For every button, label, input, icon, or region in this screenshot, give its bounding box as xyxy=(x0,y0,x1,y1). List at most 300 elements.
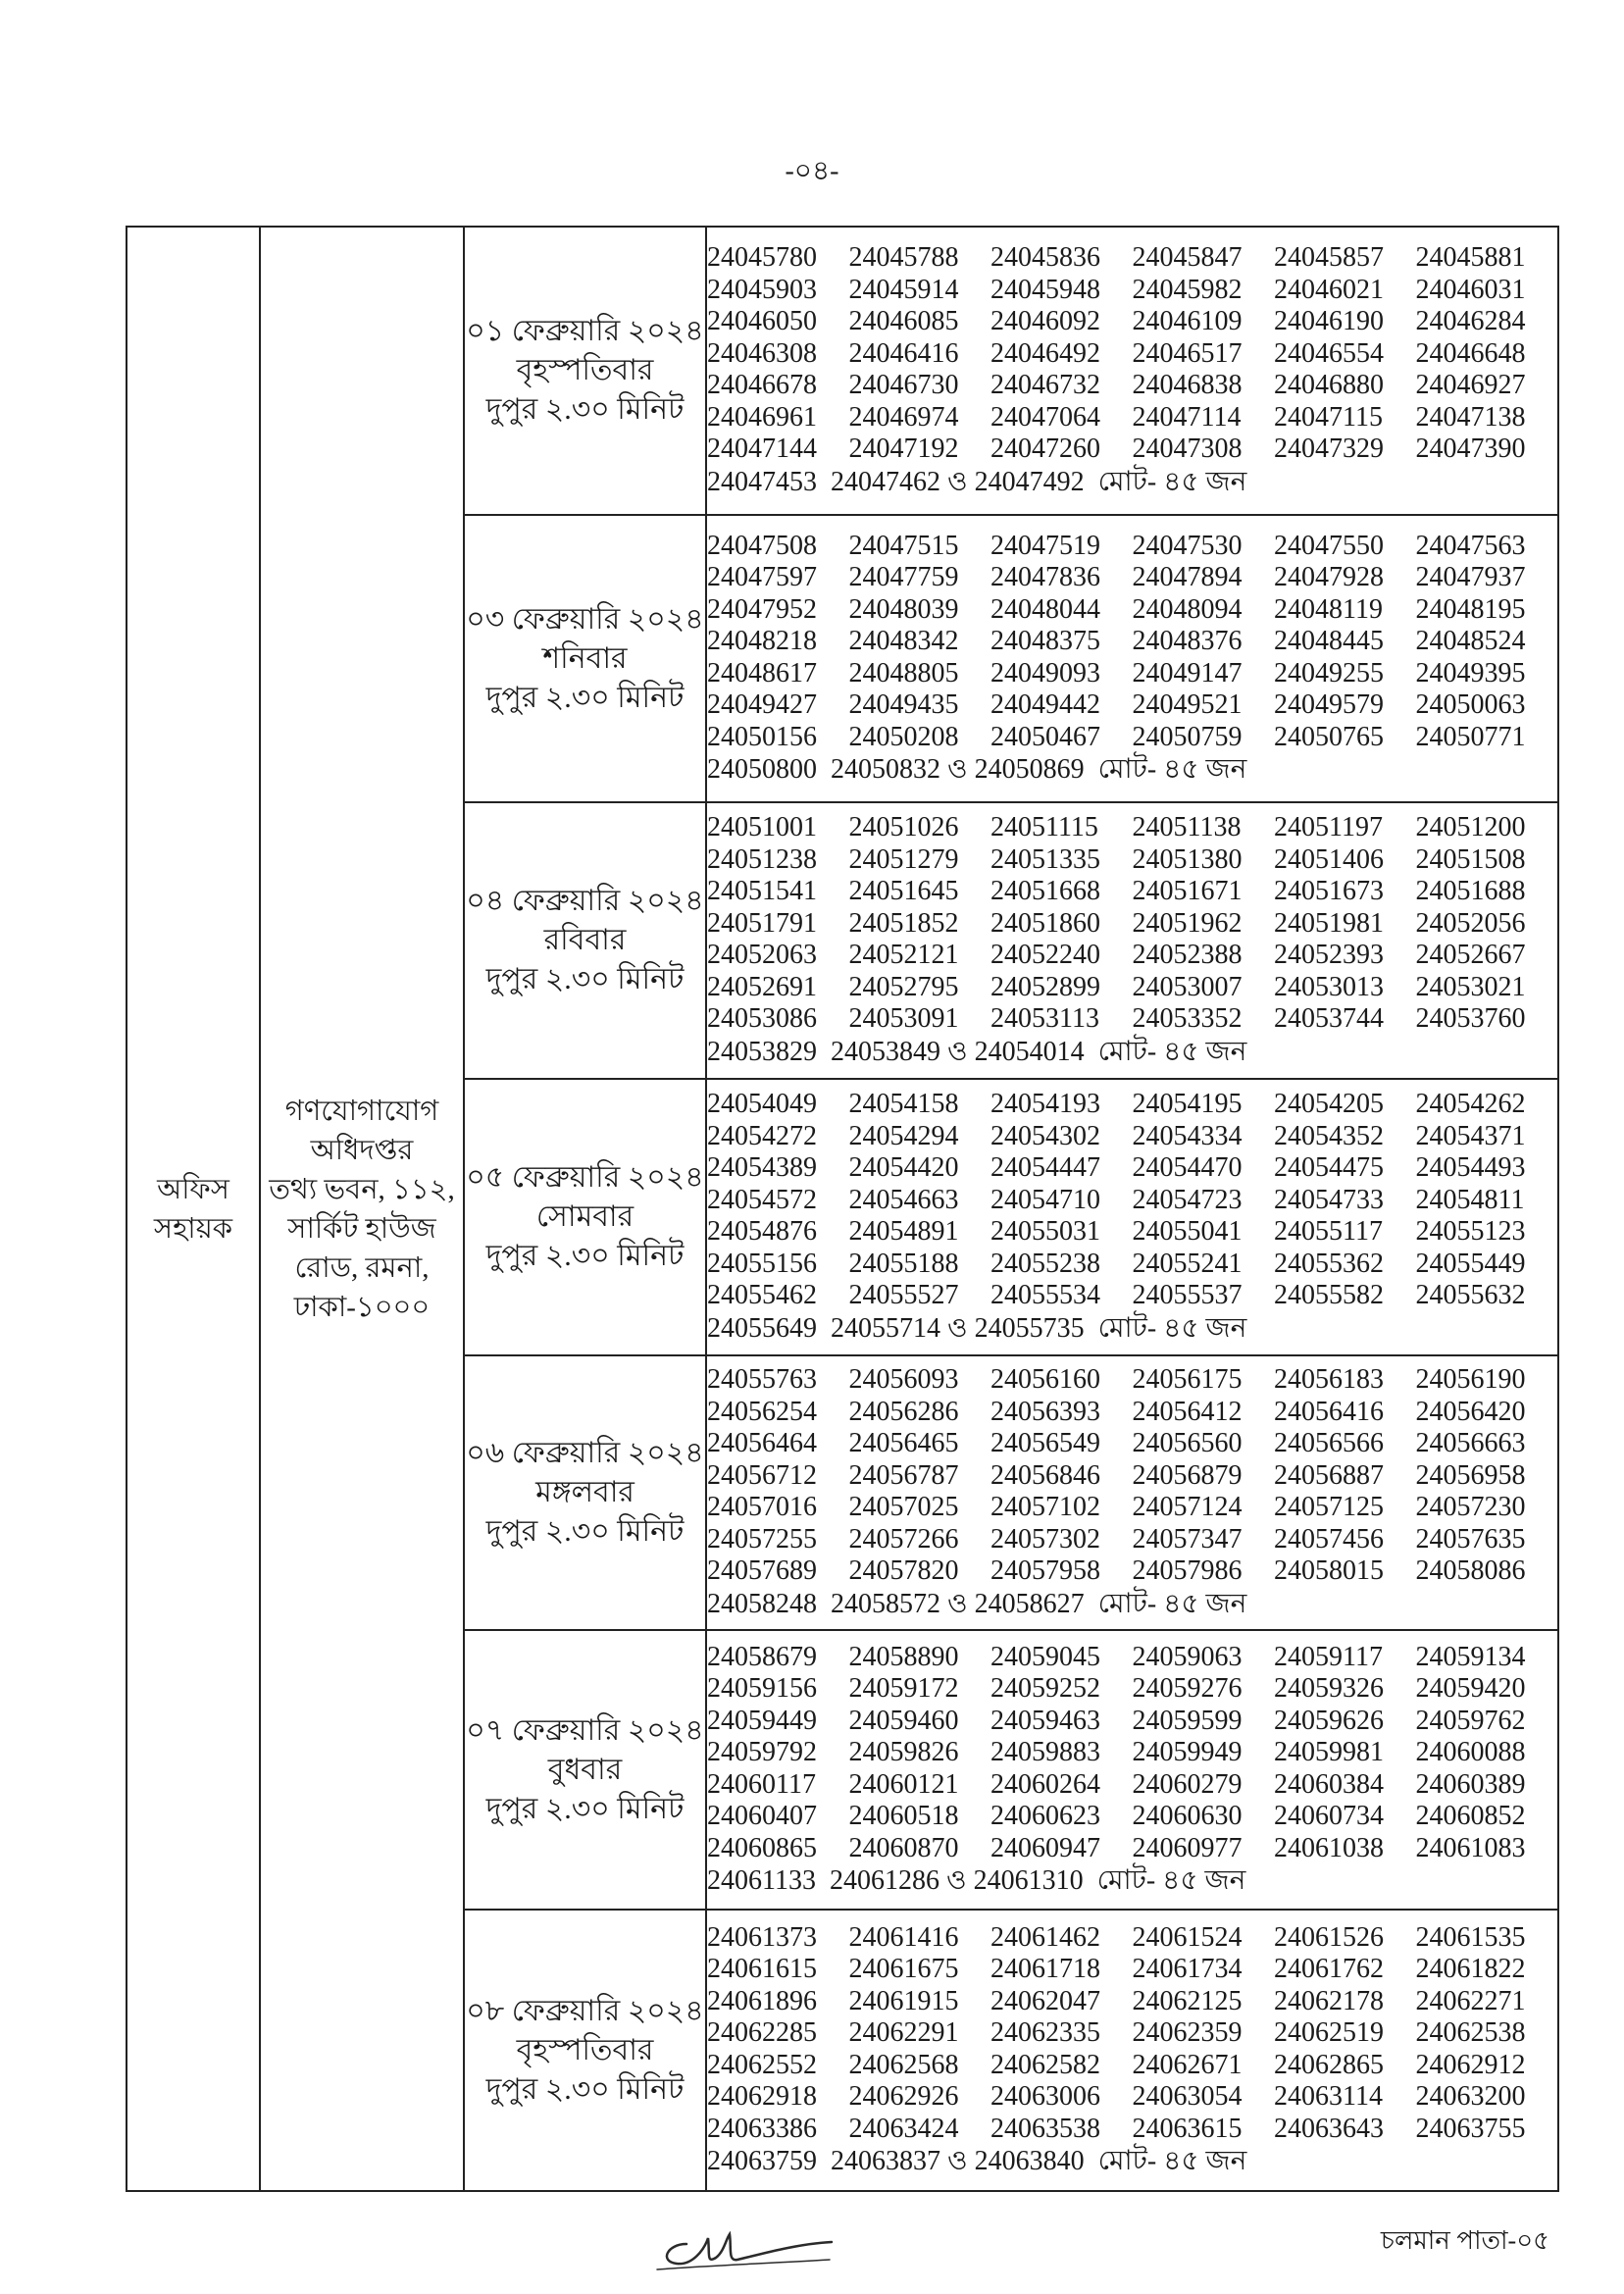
roll-number: 24053021 xyxy=(1415,971,1526,1002)
roll-number: 24055649 xyxy=(707,1312,817,1344)
roll-number: 24047115 xyxy=(1274,401,1383,433)
exam-date-cell xyxy=(464,802,706,1079)
roll-number: 24057230 xyxy=(1415,1492,1526,1523)
roll-number: 24055156 xyxy=(707,1248,817,1279)
venue-line: রোড, রমনা, xyxy=(294,1251,430,1284)
roll-number: 24056286 xyxy=(848,1396,959,1427)
roll-number: 24053091 xyxy=(848,1003,959,1035)
roll-number: 24054891 xyxy=(848,1216,959,1248)
roll-number: 24054663 xyxy=(848,1184,959,1215)
roll-number: 24055362 xyxy=(1274,1248,1384,1279)
roll-number: 24057986 xyxy=(1132,1555,1243,1587)
roll-number: 24060407 xyxy=(707,1801,817,1832)
page-number: -০৪- xyxy=(785,156,839,186)
roll-number: 24054272 xyxy=(707,1120,817,1151)
roll-number: 24047937 xyxy=(1415,562,1526,593)
roll-number: 24057635 xyxy=(1415,1523,1526,1555)
post-name-line: অফিস xyxy=(157,1173,229,1205)
roll-number: 24045948 xyxy=(990,274,1100,305)
roll-number: 24046927 xyxy=(1415,370,1526,401)
roll-number: 24051406 xyxy=(1274,843,1384,875)
venue-line: গণযোগাযোগ xyxy=(284,1095,439,1127)
roll-number: 24048805 xyxy=(848,657,959,688)
roll-number: 24063615 xyxy=(1132,2113,1243,2144)
roll-number: 24053829 xyxy=(707,1036,817,1067)
roll-number: 24061896 xyxy=(707,1985,817,2016)
roll-summary-line xyxy=(707,1312,1557,1346)
roll-number: 24056416 xyxy=(1274,1396,1384,1427)
roll-number: 24061524 xyxy=(1132,1921,1243,1953)
roll-number: 24059599 xyxy=(1132,1705,1243,1736)
signature xyxy=(647,2215,834,2273)
roll-number: 24056465 xyxy=(848,1428,959,1459)
venue-line: অধিদপ্তর xyxy=(310,1134,414,1166)
roll-number: 24056175 xyxy=(1132,1364,1243,1396)
roll-numbers-cell xyxy=(706,1079,1558,1355)
exam-date-line: দুপুর ২.৩০ মিনিট xyxy=(485,1792,685,1825)
roll-number: 24054710 xyxy=(990,1184,1100,1215)
roll-number: 24058086 xyxy=(1415,1555,1526,1587)
roll-number: 24048375 xyxy=(990,626,1100,657)
total-count: মোট- ৪৫ জন xyxy=(1097,1588,1247,1619)
roll-number: 24052063 xyxy=(707,940,817,971)
roll-number: 24056846 xyxy=(990,1459,1100,1491)
roll-number: 24061286 ও 24061310 xyxy=(829,1865,1084,1897)
roll-number: 24063837 ও 24063840 xyxy=(831,2146,1085,2177)
roll-number: 24063424 xyxy=(848,2113,959,2144)
roll-number: 24057266 xyxy=(848,1523,959,1555)
exam-date-line: বৃহস্পতিবার xyxy=(516,354,654,386)
roll-number: 24047519 xyxy=(990,530,1100,561)
roll-number: 24059326 xyxy=(1274,1673,1384,1705)
exam-date-cell xyxy=(464,1910,706,2191)
roll-number: 24052121 xyxy=(848,940,959,971)
exam-date-line: ০৩ ফেব্রুয়ারি ২০২৪ xyxy=(466,602,704,636)
roll-number: 24062568 xyxy=(848,2049,959,2080)
roll-number: 24046021 xyxy=(1274,274,1384,305)
exam-schedule-table xyxy=(126,226,1559,2192)
roll-number: 24056566 xyxy=(1274,1428,1384,1459)
continued-page-note: চলমান পাতা-০৫ xyxy=(1380,2226,1549,2255)
roll-summary-line xyxy=(707,1588,1557,1621)
roll-number: 24049521 xyxy=(1132,689,1243,721)
roll-number: 24049427 xyxy=(707,689,817,721)
exam-date-cell xyxy=(464,1079,706,1355)
roll-grid xyxy=(707,1642,1557,1865)
roll-numbers-cell xyxy=(706,1355,1558,1630)
roll-number: 24046732 xyxy=(990,370,1100,401)
roll-number: 24055241 xyxy=(1132,1248,1243,1279)
roll-number: 24046517 xyxy=(1132,337,1243,369)
roll-number: 24053086 xyxy=(707,1003,817,1035)
roll-number: 24063386 xyxy=(707,2113,817,2144)
roll-number: 24047144 xyxy=(707,433,817,465)
roll-number: 24047138 xyxy=(1415,401,1526,433)
roll-number: 24062918 xyxy=(707,2081,817,2113)
roll-number: 24051026 xyxy=(848,812,959,843)
exam-date-line: দুপুর ২.৩০ মিনিট xyxy=(485,393,685,426)
roll-number: 24060734 xyxy=(1274,1801,1384,1832)
roll-number: 24052240 xyxy=(990,940,1100,971)
roll-number: 24062912 xyxy=(1415,2049,1526,2080)
roll-number: 24057302 xyxy=(990,1523,1100,1555)
roll-number: 24063643 xyxy=(1274,2113,1384,2144)
total-count: মোট- ৪৫ জন xyxy=(1097,466,1247,497)
roll-number: 24056254 xyxy=(707,1396,817,1427)
roll-number: 24047759 xyxy=(848,562,959,593)
roll-number: 24046554 xyxy=(1274,337,1384,369)
roll-number: 24052388 xyxy=(1132,940,1243,971)
roll-number: 24056958 xyxy=(1415,1459,1526,1491)
roll-number: 24046050 xyxy=(707,306,817,337)
exam-date-line: দুপুর ২.৩০ মিনিট xyxy=(485,1515,685,1548)
roll-number: 24056560 xyxy=(1132,1428,1243,1459)
roll-number: 24061734 xyxy=(1132,1954,1243,1985)
roll-number: 24051197 xyxy=(1274,812,1383,843)
roll-number: 24050208 xyxy=(848,721,959,752)
roll-number: 24059792 xyxy=(707,1737,817,1768)
roll-number: 24054302 xyxy=(990,1120,1100,1151)
roll-number: 24056879 xyxy=(1132,1459,1243,1491)
roll-number: 24056160 xyxy=(990,1364,1100,1396)
roll-number: 24062125 xyxy=(1132,1985,1243,2016)
exam-date-line: শনিবার xyxy=(542,641,628,675)
roll-number: 24061526 xyxy=(1274,1921,1384,1953)
roll-number: 24059762 xyxy=(1415,1705,1526,1736)
roll-number: 24050063 xyxy=(1415,689,1526,721)
roll-number: 24055041 xyxy=(1132,1216,1243,1248)
roll-number: 24051541 xyxy=(707,876,817,907)
roll-number: 24063200 xyxy=(1415,2081,1526,2113)
roll-number: 24063538 xyxy=(990,2113,1100,2144)
roll-number: 24061416 xyxy=(848,1921,959,1953)
roll-number: 24060947 xyxy=(990,1832,1100,1863)
roll-number: 24057102 xyxy=(990,1492,1100,1523)
roll-number: 24047836 xyxy=(990,562,1100,593)
roll-number: 24055123 xyxy=(1415,1216,1526,1248)
roll-number: 24059949 xyxy=(1132,1737,1243,1768)
roll-number: 24061675 xyxy=(848,1954,959,1985)
roll-number: 24047390 xyxy=(1415,433,1526,465)
roll-number: 24048094 xyxy=(1132,593,1243,625)
roll-number: 24055117 xyxy=(1274,1216,1383,1248)
roll-number: 24054733 xyxy=(1274,1184,1384,1215)
post-name-line: সহায়ক xyxy=(153,1212,233,1245)
roll-number: 24049147 xyxy=(1132,657,1243,688)
roll-number: 24046678 xyxy=(707,370,817,401)
post-name-cell xyxy=(127,227,260,2191)
venue-line: ঢাকা-১০০০ xyxy=(293,1291,431,1323)
roll-number: 24062285 xyxy=(707,2017,817,2049)
roll-number: 24047114 xyxy=(1132,401,1242,433)
exam-date-line: দুপুর ২.৩০ মিনিট xyxy=(485,1240,685,1272)
exam-date-cell xyxy=(464,1630,706,1910)
roll-number: 24055534 xyxy=(990,1280,1100,1311)
roll-number: 24047515 xyxy=(848,530,959,561)
roll-number: 24047550 xyxy=(1274,530,1384,561)
roll-number: 24063006 xyxy=(990,2081,1100,2113)
roll-number: 24057125 xyxy=(1274,1492,1384,1523)
roll-number: 24055031 xyxy=(990,1216,1100,1248)
roll-number: 24060852 xyxy=(1415,1801,1526,1832)
roll-number: 24055188 xyxy=(848,1248,959,1279)
roll-number: 24050832 ও 24050869 xyxy=(831,754,1085,786)
roll-number: 24063755 xyxy=(1415,2113,1526,2144)
roll-number: 24051645 xyxy=(848,876,959,907)
exam-date-line: দুপুর ২.৩০ মিনিট xyxy=(485,963,685,995)
roll-number: 24048119 xyxy=(1274,593,1383,625)
roll-number: 24055537 xyxy=(1132,1280,1243,1311)
roll-number: 24045903 xyxy=(707,274,817,305)
roll-number: 24055449 xyxy=(1415,1248,1526,1279)
roll-number: 24061462 xyxy=(990,1921,1100,1953)
roll-grid xyxy=(707,242,1557,466)
total-count: মোট- ৪৫ জন xyxy=(1096,1865,1246,1897)
roll-number: 24046416 xyxy=(848,337,959,369)
roll-number: 24046190 xyxy=(1274,306,1384,337)
roll-number: 24054420 xyxy=(848,1152,959,1184)
exam-date-line: ০৪ ফেব্রুয়ারি ২০২৪ xyxy=(466,885,704,917)
roll-number: 24049442 xyxy=(990,689,1100,721)
roll-numbers-cell xyxy=(706,802,1558,1079)
roll-number: 24058679 xyxy=(707,1641,817,1672)
roll-number: 24059045 xyxy=(990,1641,1100,1672)
roll-number: 24060117 xyxy=(707,1768,816,1800)
roll-number: 24047563 xyxy=(1415,530,1526,561)
roll-number: 24054352 xyxy=(1274,1120,1384,1151)
exam-venue-cell xyxy=(260,227,464,2191)
roll-number: 24054470 xyxy=(1132,1152,1243,1184)
roll-grid xyxy=(707,1089,1557,1312)
roll-number: 24048617 xyxy=(707,657,817,688)
roll-number: 24054723 xyxy=(1132,1184,1243,1215)
roll-number: 24047308 xyxy=(1132,433,1243,465)
roll-number: 24045788 xyxy=(848,242,959,274)
roll-number: 24054195 xyxy=(1132,1089,1243,1120)
roll-number: 24053760 xyxy=(1415,1003,1526,1035)
roll-number: 24047260 xyxy=(990,433,1100,465)
roll-number: 24051688 xyxy=(1415,876,1526,907)
roll-number: 24058572 ও 24058627 xyxy=(831,1588,1085,1619)
roll-number: 24063759 xyxy=(707,2146,817,2177)
roll-number: 24051380 xyxy=(1132,843,1243,875)
roll-number: 24059063 xyxy=(1132,1641,1243,1672)
exam-date-cell xyxy=(464,515,706,802)
roll-number: 24051962 xyxy=(1132,907,1243,939)
venue-line: সার্কিট হাউজ xyxy=(287,1212,436,1245)
roll-number: 24055238 xyxy=(990,1248,1100,1279)
exam-date-line: ০৬ ফেব্রুয়ারি ২০২৪ xyxy=(466,1437,704,1469)
roll-number: 24060865 xyxy=(707,1832,817,1863)
roll-number: 24047530 xyxy=(1132,530,1243,561)
roll-summary-line xyxy=(707,753,1557,787)
roll-number: 24046961 xyxy=(707,401,817,433)
roll-number: 24060870 xyxy=(848,1832,959,1863)
roll-number: 24059626 xyxy=(1274,1705,1384,1736)
roll-number: 24059460 xyxy=(848,1705,959,1736)
roll-number: 24046308 xyxy=(707,337,817,369)
roll-number: 24054475 xyxy=(1274,1152,1384,1184)
roll-number: 24056412 xyxy=(1132,1396,1243,1427)
roll-number: 24059117 xyxy=(1274,1641,1383,1672)
roll-number: 24060384 xyxy=(1274,1768,1384,1800)
roll-number: 24062552 xyxy=(707,2049,817,2080)
roll-number: 24051200 xyxy=(1415,812,1526,843)
roll-number: 24054811 xyxy=(1415,1184,1525,1215)
roll-number: 24048445 xyxy=(1274,626,1384,657)
roll-number: 24055527 xyxy=(848,1280,959,1311)
roll-number: 24051138 xyxy=(1132,812,1242,843)
roll-number: 24059449 xyxy=(707,1705,817,1736)
roll-numbers-cell xyxy=(706,227,1558,515)
exam-date-line: দুপুর ২.৩০ মিনিট xyxy=(485,2072,685,2106)
roll-number: 24051860 xyxy=(990,907,1100,939)
roll-number: 24053013 xyxy=(1274,971,1384,1002)
roll-number: 24056663 xyxy=(1415,1428,1526,1459)
roll-number: 24054876 xyxy=(707,1216,817,1248)
roll-number: 24051852 xyxy=(848,907,959,939)
roll-number: 24046031 xyxy=(1415,274,1526,305)
roll-number: 24059463 xyxy=(990,1705,1100,1736)
roll-number: 24061133 xyxy=(707,1865,816,1897)
roll-number: 24059883 xyxy=(990,1737,1100,1768)
roll-number: 24062865 xyxy=(1274,2049,1384,2080)
roll-number: 24054294 xyxy=(848,1120,959,1151)
roll-summary-line xyxy=(707,2145,1557,2178)
roll-number: 24057958 xyxy=(990,1555,1100,1587)
roll-number: 24057347 xyxy=(1132,1523,1243,1555)
roll-number: 24059172 xyxy=(848,1673,959,1705)
roll-number: 24062538 xyxy=(1415,2017,1526,2049)
venue-line: তথ্য ভবন, ১১২, xyxy=(269,1173,455,1205)
roll-number: 24060088 xyxy=(1415,1737,1526,1768)
roll-number: 24047329 xyxy=(1274,433,1384,465)
roll-number: 24047192 xyxy=(848,433,959,465)
roll-number: 24052899 xyxy=(990,971,1100,1002)
roll-number: 24052691 xyxy=(707,971,817,1002)
roll-number: 24054572 xyxy=(707,1184,817,1215)
roll-number: 24048195 xyxy=(1415,593,1526,625)
roll-summary-line xyxy=(707,1864,1557,1898)
exam-date-cell xyxy=(464,1355,706,1630)
exam-date-line: ০৭ ফেব্রুয়ারি ২০২৪ xyxy=(466,1713,704,1747)
exam-date-cell xyxy=(464,227,706,515)
roll-number: 24050800 xyxy=(707,754,817,786)
roll-number: 24046648 xyxy=(1415,337,1526,369)
roll-number: 24051238 xyxy=(707,843,817,875)
roll-number: 24045881 xyxy=(1415,242,1526,274)
roll-number: 24052667 xyxy=(1415,940,1526,971)
roll-number: 24051508 xyxy=(1415,843,1526,875)
roll-number: 24051335 xyxy=(990,843,1100,875)
roll-number: 24049395 xyxy=(1415,657,1526,688)
roll-number: 24060518 xyxy=(848,1801,959,1832)
roll-number: 24054493 xyxy=(1415,1152,1526,1184)
roll-number: 24051981 xyxy=(1274,907,1384,939)
roll-number: 24054205 xyxy=(1274,1089,1384,1120)
roll-numbers-cell xyxy=(706,515,1558,802)
roll-grid xyxy=(707,1922,1557,2146)
roll-number: 24049093 xyxy=(990,657,1100,688)
roll-number: 24056712 xyxy=(707,1459,817,1491)
roll-number: 24047597 xyxy=(707,562,817,593)
roll-number: 24055462 xyxy=(707,1280,817,1311)
roll-number: 24061038 xyxy=(1274,1832,1384,1863)
exam-date-line: সোমবার xyxy=(535,1200,634,1233)
roll-number: 24062291 xyxy=(848,2017,959,2049)
roll-number: 24048218 xyxy=(707,626,817,657)
roll-number: 24053352 xyxy=(1132,1003,1243,1035)
roll-number: 24045836 xyxy=(990,242,1100,274)
roll-number: 24050467 xyxy=(990,721,1100,752)
roll-number: 24051673 xyxy=(1274,876,1384,907)
roll-number: 24062519 xyxy=(1274,2017,1384,2049)
roll-number: 24046092 xyxy=(990,306,1100,337)
roll-number: 24057016 xyxy=(707,1492,817,1523)
exam-date-line: ০৮ ফেব্রুয়ারি ২০২৪ xyxy=(466,1994,704,2027)
roll-number: 24051279 xyxy=(848,843,959,875)
exam-date-line: দুপুর ২.৩০ মিনিট xyxy=(485,681,685,714)
roll-number: 24059826 xyxy=(848,1737,959,1768)
roll-number: 24059134 xyxy=(1415,1641,1526,1672)
roll-number: 24056464 xyxy=(707,1428,817,1459)
roll-number: 24055582 xyxy=(1274,1280,1384,1311)
roll-number: 24061762 xyxy=(1274,1954,1384,1985)
roll-number: 24060630 xyxy=(1132,1801,1243,1832)
roll-number: 24058890 xyxy=(848,1641,959,1672)
roll-number: 24048376 xyxy=(1132,626,1243,657)
roll-number: 24053113 xyxy=(990,1003,1099,1035)
exam-date-line: ০১ ফেব্রুয়ারি ২০২৪ xyxy=(466,315,704,347)
roll-number: 24061373 xyxy=(707,1921,817,1953)
roll-number: 24061718 xyxy=(990,1954,1100,1985)
roll-number: 24045847 xyxy=(1132,242,1243,274)
roll-number: 24058248 xyxy=(707,1588,817,1619)
roll-number: 24062335 xyxy=(990,2017,1100,2049)
roll-number: 24046085 xyxy=(848,306,959,337)
roll-number: 24057456 xyxy=(1274,1523,1384,1555)
roll-number: 24056093 xyxy=(848,1364,959,1396)
roll-number: 24058015 xyxy=(1274,1555,1384,1587)
roll-number: 24055714 ও 24055735 xyxy=(831,1312,1085,1344)
roll-number: 24047462 ও 24047492 xyxy=(831,466,1085,497)
roll-grid xyxy=(707,531,1557,754)
roll-number: 24052795 xyxy=(848,971,959,1002)
total-count: মোট- ৪৫ জন xyxy=(1097,1036,1247,1067)
roll-number: 24057025 xyxy=(848,1492,959,1523)
total-count: মোট- ৪৫ জন xyxy=(1097,1312,1247,1344)
roll-number: 24051001 xyxy=(707,812,817,843)
roll-number: 24045914 xyxy=(848,274,959,305)
roll-number: 24048039 xyxy=(848,593,959,625)
total-count: মোট- ৪৫ জন xyxy=(1097,754,1247,786)
roll-summary-line xyxy=(707,466,1557,499)
roll-number: 24060279 xyxy=(1132,1768,1243,1800)
roll-number: 24063054 xyxy=(1132,2081,1243,2113)
roll-number: 24046109 xyxy=(1132,306,1243,337)
roll-number: 24060264 xyxy=(990,1768,1100,1800)
roll-number: 24060977 xyxy=(1132,1832,1243,1863)
roll-number: 24047894 xyxy=(1132,562,1243,593)
exam-date-line: মঙ্গলবার xyxy=(535,1476,634,1508)
roll-number: 24060121 xyxy=(848,1768,959,1800)
roll-number: 24054262 xyxy=(1415,1089,1526,1120)
roll-number: 24059252 xyxy=(990,1673,1100,1705)
roll-number: 24056420 xyxy=(1415,1396,1526,1427)
roll-number: 24047064 xyxy=(990,401,1100,433)
roll-number: 24053007 xyxy=(1132,971,1243,1002)
roll-number: 24056393 xyxy=(990,1396,1100,1427)
